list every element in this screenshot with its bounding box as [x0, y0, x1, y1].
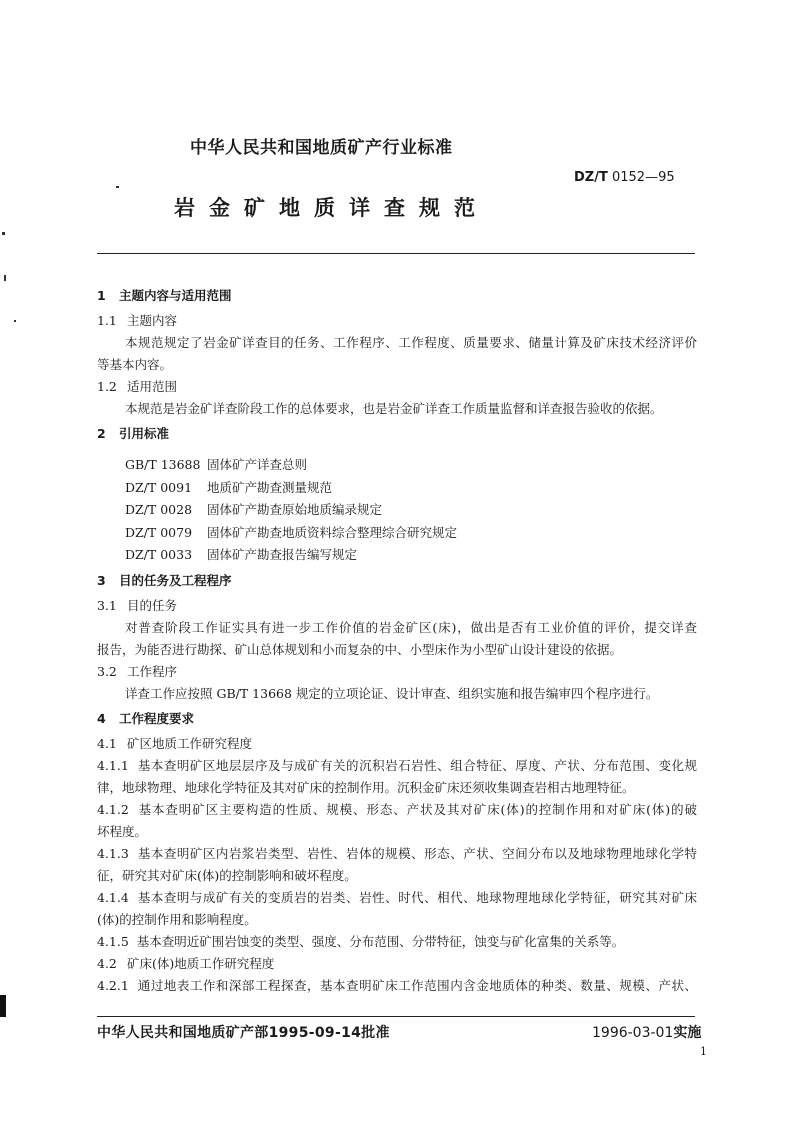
clause-line: 坏程度。: [97, 823, 148, 839]
clause-line: 4.2.1 通过地表工作和深部工程探查，基本查明矿床工作范围内含金地质体的种类、数量、规模、产状、: [97, 977, 697, 993]
clause-line: 律，地球物理、地球化学特征及其对矿床的控制作用。沉积金矿床还须收集调查岩相古地理特征。: [97, 779, 635, 795]
standard-code-prefix: DZ/T: [574, 170, 608, 185]
subsection-heading-4-2: 4.2 矿床(体)地质工作研究程度: [97, 955, 275, 971]
approval-statement: 中华人民共和国地质矿产部1995-09-14批准: [97, 1025, 390, 1041]
reference-item: DZ/T 0028 固体矿产勘查原始地质编录规定: [125, 502, 383, 517]
paragraph-line: 本规范规定了岩金矿详查目的任务、工作程序、工作程度、质量要求、储量计算及矿床技术经济评价: [125, 335, 697, 350]
clause-line: 4.1.5 基本查明近矿围岩蚀变的类型、强度、分布范围、分带特征，蚀变与矿化富集的关系等。: [97, 933, 625, 949]
clause-line: (体)的控制作用和影响程度。: [97, 911, 257, 927]
reference-item: GB/T 13688 固体矿产详查总则: [125, 457, 308, 472]
scan-edge-mark: [0, 995, 6, 1017]
effective-date-value: 1996-03-01: [592, 1025, 674, 1041]
subsection-heading-3-2: 3.2 工作程序: [97, 663, 178, 679]
section-heading-1: 1 主题内容与适用范围: [97, 288, 232, 303]
clause-line: 4.1.4 基本查明与成矿有关的变质岩的岩类、岩性、时代、相代、地球物理地球化学特征，研究其对矿床: [97, 889, 697, 905]
standard-code: [574, 170, 675, 185]
clause-line: 4.1.3 基本查明矿区内岩浆岩类型、岩性、岩体的规模、形态、产状、空间分布以及地球物理地球化学特: [97, 845, 697, 861]
effective-date-label: 实施: [673, 1025, 702, 1041]
document-body: [97, 282, 697, 997]
scan-speck: [14, 320, 16, 322]
paragraph-line: 对普查阶段工作证实具有进一步工作价值的岩金矿区(床)，做出是否有工业价值的评价，提交详查: [125, 619, 697, 635]
standard-category-title: 中华人民共和国地质矿产行业标准: [190, 138, 453, 158]
paragraph-line: 本规范是岩金矿详查阶段工作的总体要求，也是岩金矿详查工作质量监督和详查报告验收的依据。: [125, 401, 663, 416]
section-heading-3: 3 目的任务及工程程序: [97, 572, 232, 588]
clause-line: 征，研究其对矿床(体)的控制影响和破坏程度。: [97, 867, 357, 883]
subsection-heading-1-1: 1.1 主题内容: [97, 313, 178, 328]
scan-speck: [4, 275, 6, 281]
reference-item: DZ/T 0091 地质矿产勘查测量规范: [125, 479, 333, 495]
document-title: 岩金矿地质详查规范: [174, 196, 489, 220]
footer-divider: [97, 1016, 695, 1017]
scan-speck: [116, 186, 119, 188]
subsection-heading-4-1: 4.1 矿区地质工作研究程度: [97, 735, 253, 751]
paragraph-line: 详查工作应按照 GB/T 13668 规定的立项论证、设计审查、组织实施和报告编审四个程序进行。: [125, 685, 659, 701]
clause-line: 4.1.1 基本查明矿区地层层序及与成矿有关的沉积岩石岩性、组合特征、厚度、产状、分布范围、变化规: [97, 757, 697, 773]
reference-item: DZ/T 0033 固体矿产勘查报告编写规定: [125, 547, 358, 562]
scan-speck: [2, 232, 5, 235]
subsection-heading-1-2: 1.2 适用范围: [97, 379, 178, 394]
header-divider: [97, 253, 695, 254]
standard-code-number: 0152—95: [611, 170, 675, 185]
paragraph-line: 报告，为能否进行勘探、矿山总体规划和小而复杂的中、小型床作为小型矿山设计建设的依据。: [97, 641, 623, 657]
clause-line: 4.1.2 基本查明矿区主要构造的性质、规模、形态、产状及其对矿床(体)的控制作用和对矿床(体)的破: [97, 801, 697, 817]
paragraph-line: 等基本内容。: [97, 357, 173, 372]
reference-item: DZ/T 0079 固体矿产勘查地质资料综合整理综合研究规定: [125, 524, 458, 540]
page-number: 1: [700, 1045, 707, 1058]
subsection-heading-3-1: 3.1 目的任务: [97, 597, 178, 613]
section-heading-2: 2 引用标准: [97, 426, 170, 441]
effective-date: [592, 1022, 701, 1042]
section-heading-4: 4 工作程度要求: [97, 710, 195, 726]
